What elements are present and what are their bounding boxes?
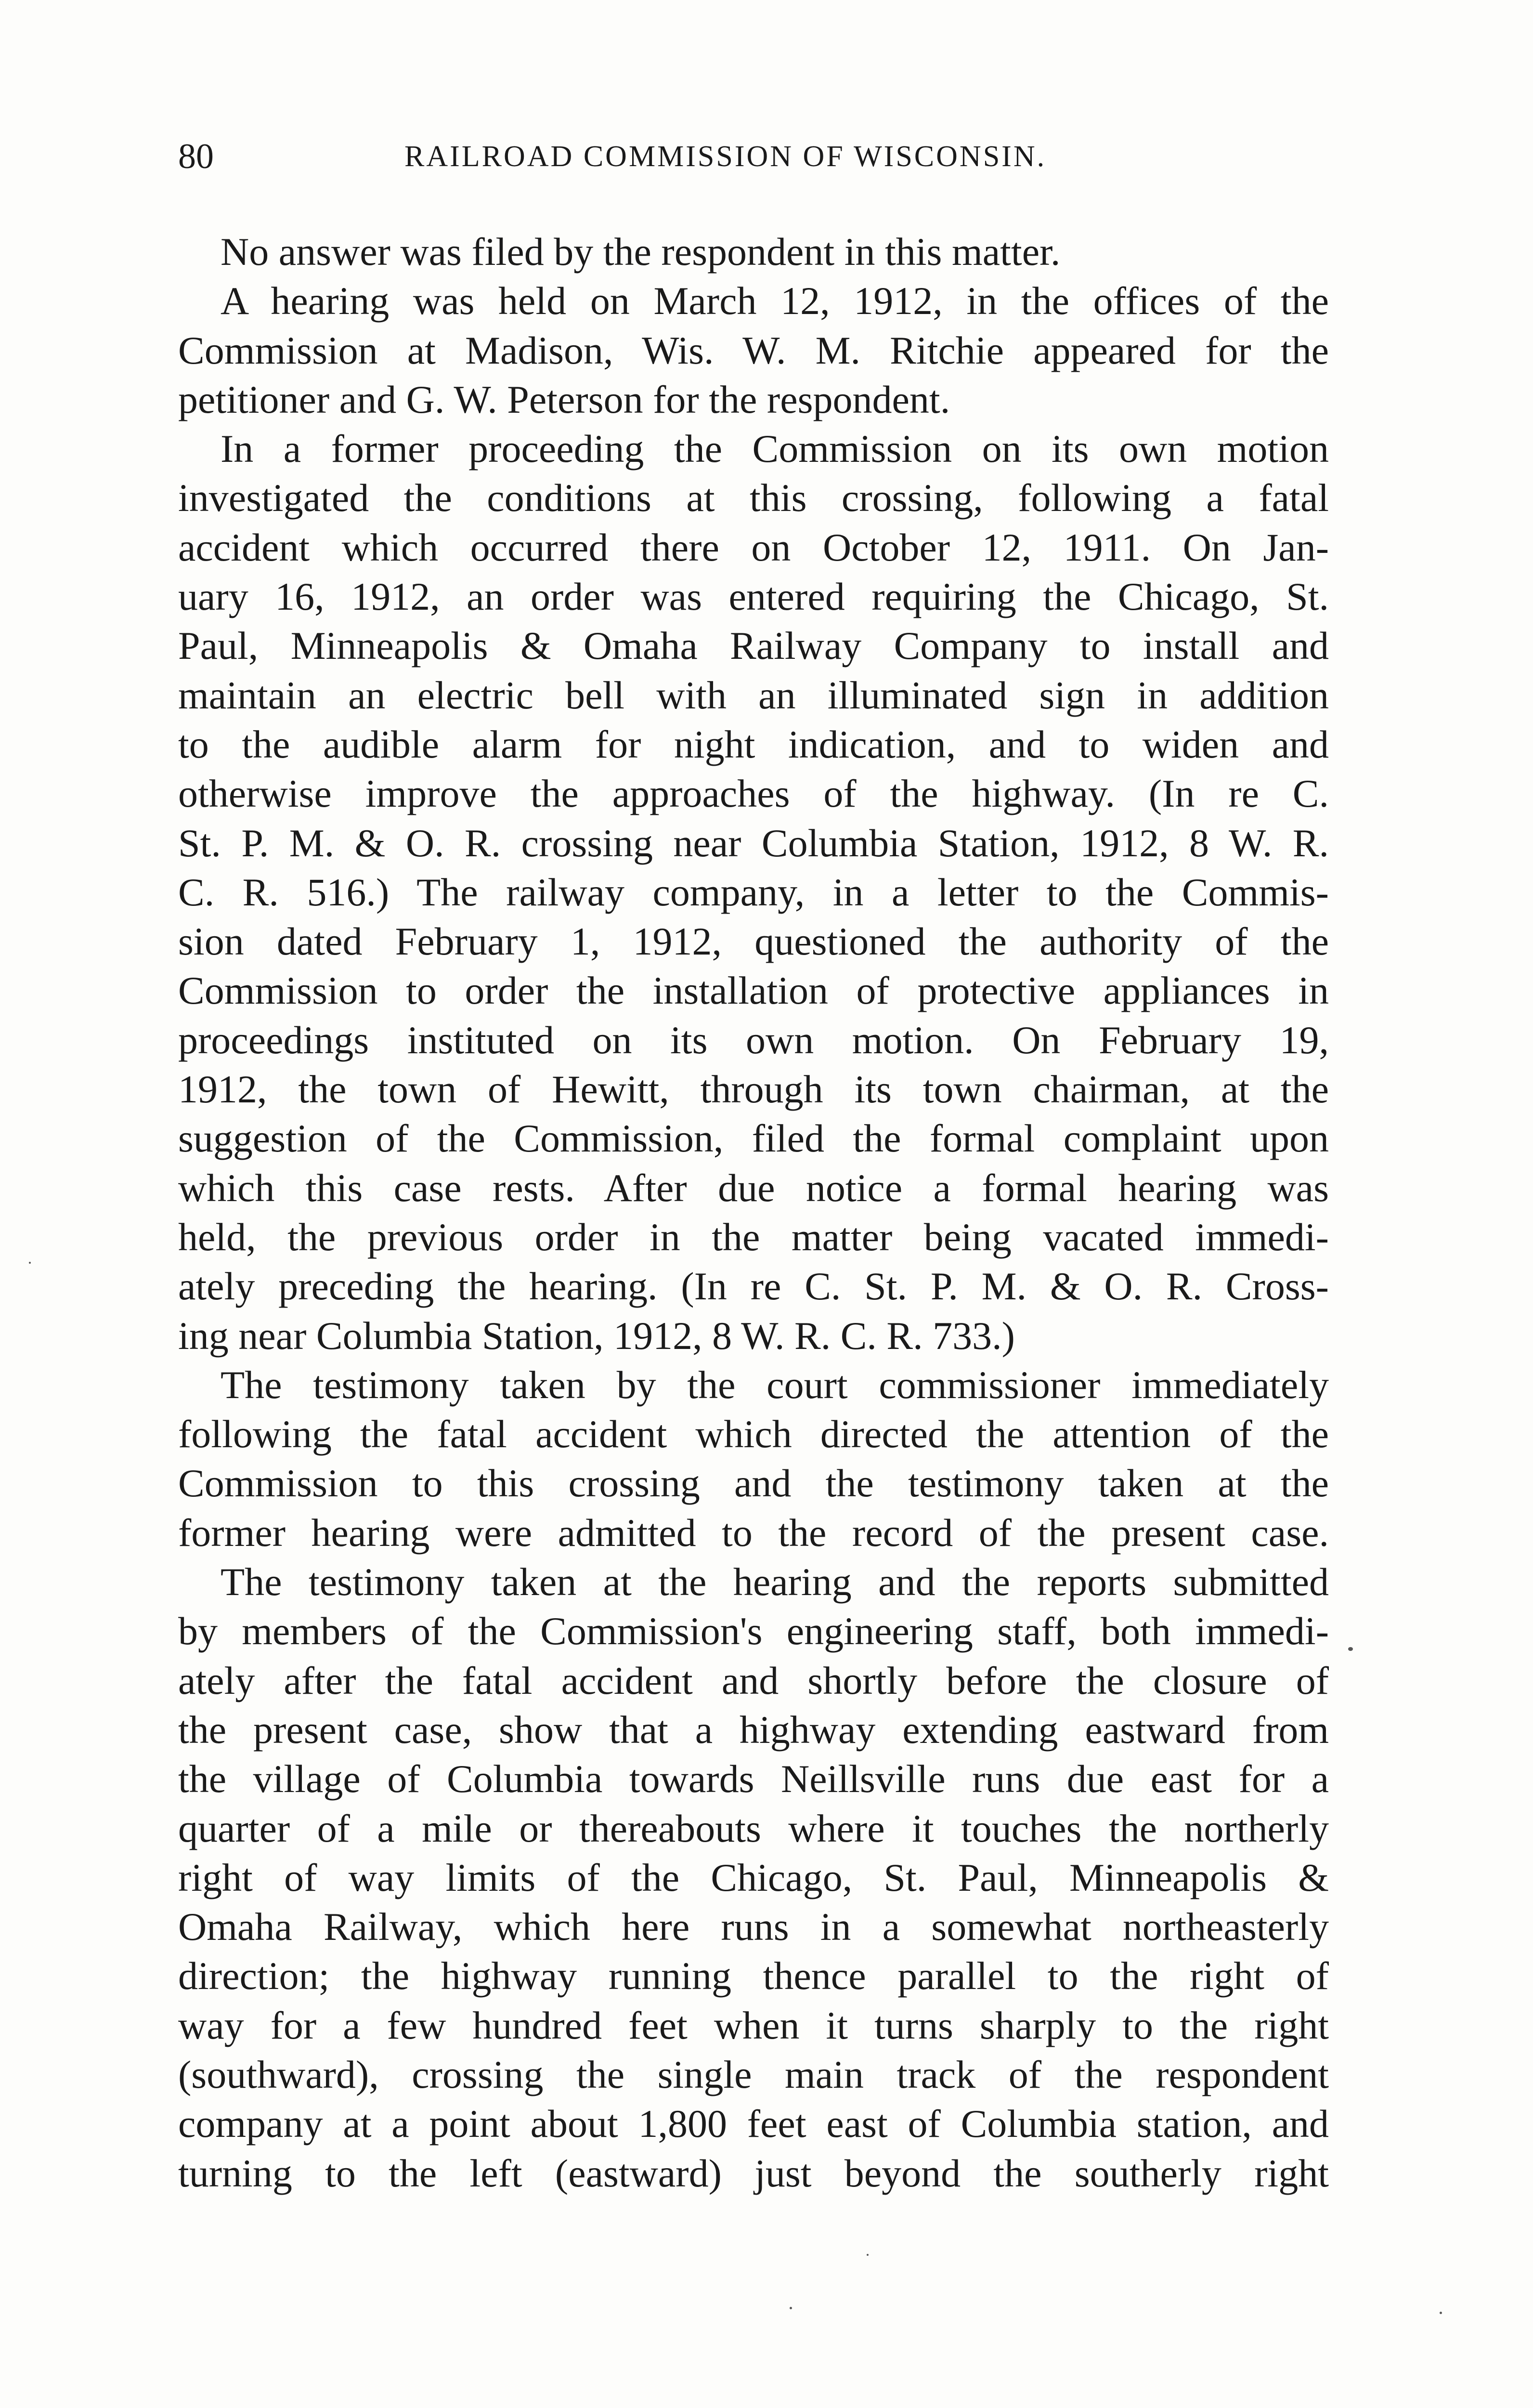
running-title: RAILROAD COMMISSION OF WISCONSIN. bbox=[404, 140, 1047, 173]
paragraph-line: direction; the highway running thence parallel to the right of bbox=[178, 1954, 1329, 1998]
paragraph-line: C. R. 516.) The railway company, in a letter to the Commis- bbox=[178, 870, 1329, 914]
paragraph-line: Commission to this crossing and the testimony taken at the bbox=[178, 1461, 1329, 1505]
print-speck bbox=[1440, 2312, 1442, 2314]
paragraph-line: former hearing were admitted to the record of the present case. bbox=[178, 1510, 1329, 1555]
print-speck bbox=[867, 2254, 869, 2256]
paragraph-line: company at a point about 1,800 feet east of Columbia station, and bbox=[178, 2102, 1329, 2146]
print-speck bbox=[790, 2307, 792, 2309]
paragraph-line: (southward), crossing the single main track of the respondent bbox=[178, 2052, 1329, 2096]
body-text bbox=[178, 227, 1329, 2198]
paragraph-line: following the fatal accident which directed the attention of the bbox=[178, 1412, 1329, 1456]
paragraph-line: investigated the conditions at this crossing, following a fatal bbox=[178, 476, 1329, 520]
paragraph-line: Paul, Minneapolis & Omaha Railway Company to install and bbox=[178, 624, 1329, 668]
paragraph-line: turning to the left (eastward) just beyond the southerly right bbox=[178, 2151, 1329, 2195]
paragraph-line: suggestion of the Commission, filed the formal complaint upon bbox=[178, 1116, 1329, 1161]
paragraph-line: The testimony taken by the court commissioner immediately bbox=[221, 1362, 1329, 1407]
paragraph-line: way for a few hundred feet when it turns sharply to the right bbox=[178, 2003, 1329, 2047]
paragraph-line: petitioner and G. W. Peterson for the respondent. bbox=[178, 377, 950, 421]
print-speck bbox=[1348, 1647, 1353, 1651]
paragraph-line: In a former proceeding the Commission on its own motion bbox=[221, 427, 1329, 471]
paragraph-line: proceedings instituted on its own motion. On February 19, bbox=[178, 1018, 1329, 1062]
paragraph-line: ately preceding the hearing. (In re C. St. P. M. & O. R. Cross- bbox=[178, 1264, 1329, 1309]
paragraph-line: ing near Columbia Station, 1912, 8 W. R. C. R. 733.) bbox=[178, 1313, 1015, 1358]
paragraph-line: uary 16, 1912, an order was entered requiring the Chicago, St. bbox=[178, 575, 1329, 619]
paragraph-line: A hearing was held on March 12, 1912, in the offices of the bbox=[221, 279, 1329, 323]
paragraph-line: the village of Columbia towards Neillsville runs due east for a bbox=[178, 1757, 1329, 1801]
paragraph-line: Commission to order the installation of protective appliances in bbox=[178, 968, 1329, 1013]
paragraph-line: Commission at Madison, Wis. W. M. Ritchie appeared for the bbox=[178, 328, 1329, 372]
running-head bbox=[178, 130, 1324, 183]
paragraph-line: No answer was filed by the respondent in this matter. bbox=[221, 230, 1061, 274]
print-speck bbox=[29, 1262, 31, 1264]
paragraph-line: St. P. M. & O. R. crossing near Columbia Station, 1912, 8 W. R. bbox=[178, 821, 1329, 865]
paragraph-line: by members of the Commission's engineering staff, both immedi- bbox=[178, 1609, 1329, 1653]
paragraph-line: Omaha Railway, which here runs in a somewhat northeasterly bbox=[178, 1905, 1329, 1949]
paragraph-line: right of way limits of the Chicago, St. Paul, Minneapolis & bbox=[178, 1855, 1329, 1899]
paragraph-line: sion dated February 1, 1912, questioned the authority of the bbox=[178, 919, 1329, 964]
paragraph-line: held, the previous order in the matter being vacated immedi- bbox=[178, 1215, 1329, 1259]
paragraph-line: ately after the fatal accident and shortly before the closure of bbox=[178, 1658, 1329, 1702]
paragraph-line: 1912, the town of Hewitt, through its town chairman, at the bbox=[178, 1067, 1329, 1112]
paragraph-line: maintain an electric bell with an illuminated sign in addition bbox=[178, 673, 1329, 717]
paragraph-line: quarter of a mile or thereabouts where it touches the northerly bbox=[178, 1806, 1329, 1850]
page-number: 80 bbox=[178, 137, 214, 176]
paragraph-line: The testimony taken at the hearing and the reports submitted bbox=[221, 1560, 1329, 1604]
paragraph-line: the present case, show that a highway extending eastward from bbox=[178, 1707, 1329, 1752]
paragraph-line: to the audible alarm for night indication, and to widen and bbox=[178, 722, 1329, 766]
paragraph-line: accident which occurred there on October 12, 1911. On Jan- bbox=[178, 525, 1329, 569]
paragraph-line: which this case rests. After due notice a formal hearing was bbox=[178, 1165, 1329, 1210]
paragraph-line: otherwise improve the approaches of the highway. (In re C. bbox=[178, 772, 1329, 816]
